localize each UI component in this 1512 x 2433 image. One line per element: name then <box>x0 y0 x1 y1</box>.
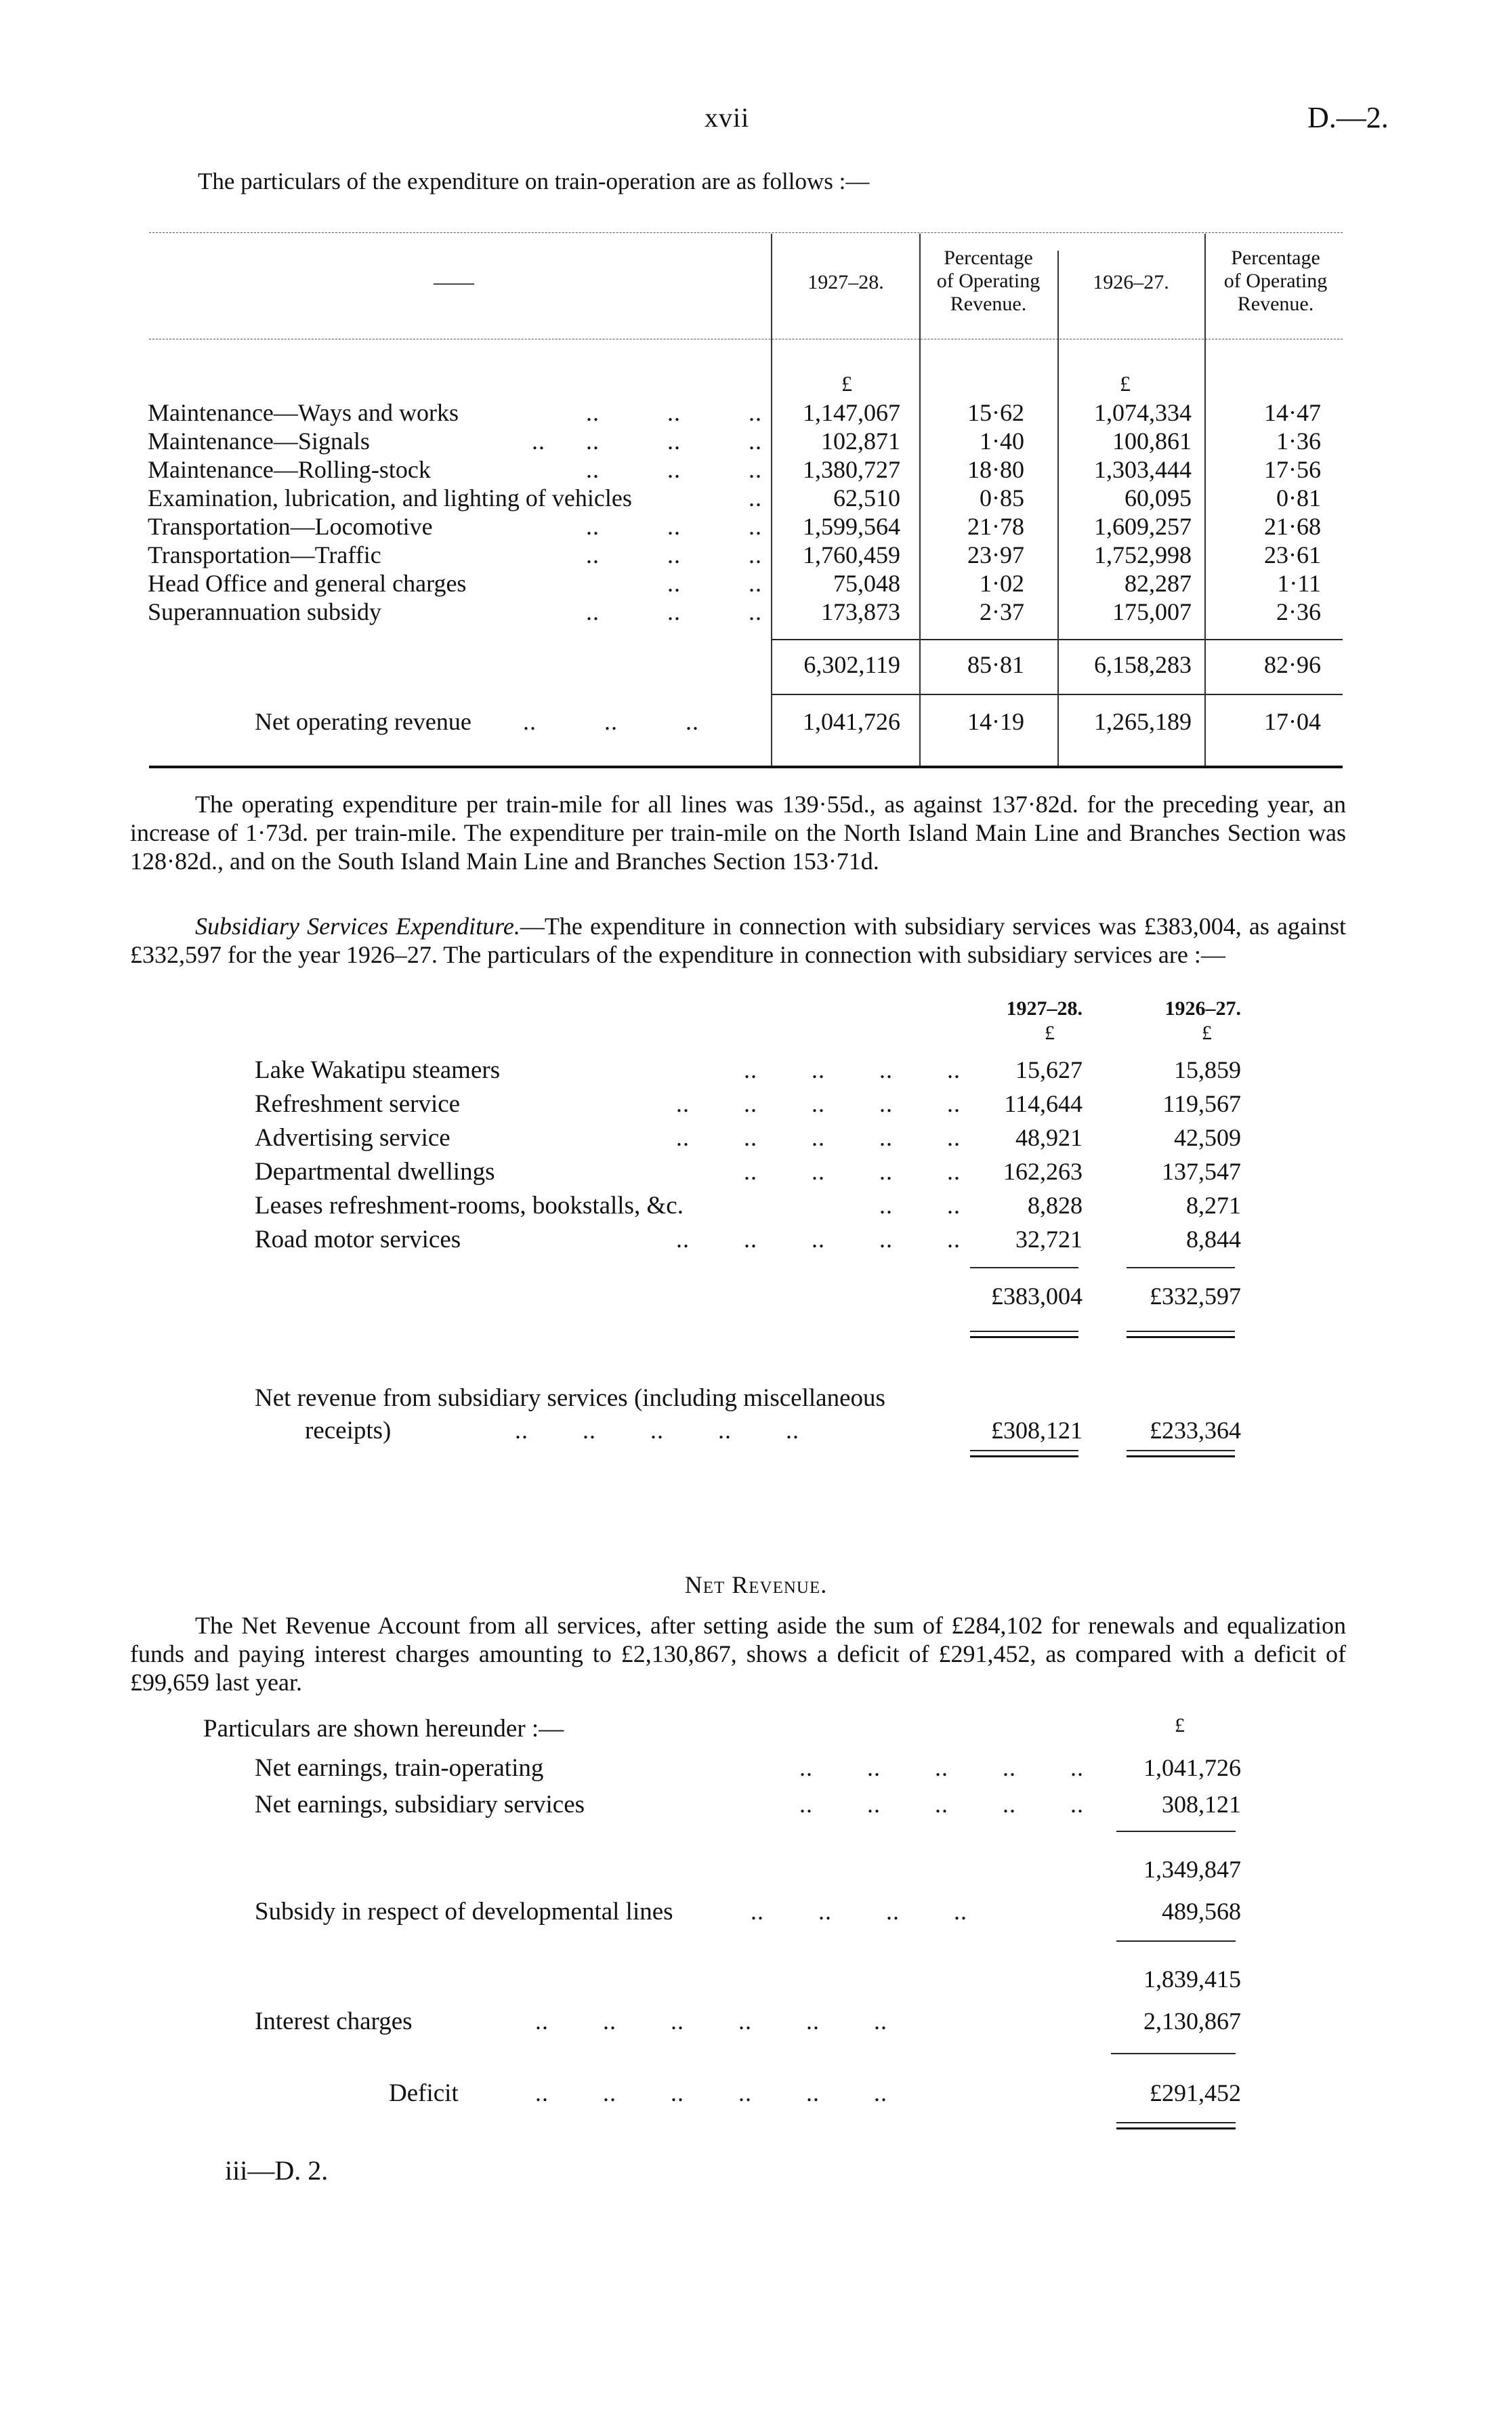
subsidiary-item-label: Refreshment service <box>255 1090 461 1118</box>
leader-dots: .. .. .. .. <box>532 428 762 455</box>
header-year-1927-28: 1927–28. <box>807 271 884 293</box>
leader-dots: .. .. .. .. <box>751 1898 967 1925</box>
subtotal-1: 1,349,847 <box>1143 1856 1241 1883</box>
pct-1927-28: 2·37 <box>980 598 1024 625</box>
net-revenue-item-value: 1,041,726 <box>1143 1754 1241 1781</box>
subsidiary-sum-rule <box>1127 1267 1235 1268</box>
net-pct-1926-27: 17·04 <box>1264 708 1321 735</box>
pct-1927-28: 15·62 <box>967 399 1024 426</box>
double-rule <box>970 1450 1078 1457</box>
subsidy-value: 489,568 <box>1162 1898 1241 1925</box>
amount-1926-27: 175,007 <box>1112 598 1192 625</box>
pct-1926-27: 1·36 <box>1276 428 1321 455</box>
amount-1926-27: 100,861 <box>1112 428 1192 455</box>
subsidiary-total-1927-28: £383,004 <box>991 1283 1083 1310</box>
net-amount-1927-28: 1,041,726 <box>803 708 900 735</box>
leader-dots: .. .. .. <box>586 513 762 540</box>
pct-1926-27: 0·81 <box>1276 484 1321 512</box>
subsidiary-item-label: Road motor services <box>255 1226 461 1253</box>
leader-dots: .. .. .. .. <box>744 1056 961 1083</box>
pct-1927-28: 18·80 <box>967 456 1024 483</box>
row-label: Maintenance—Signals <box>148 428 370 455</box>
leader-dots: .. .. .. <box>586 456 762 483</box>
currency-symbol: £ <box>1202 1022 1212 1044</box>
subsidiary-item-label: Departmental dwellings <box>255 1158 495 1186</box>
double-rule <box>1127 1450 1235 1457</box>
net-revenue-item-value: 308,121 <box>1162 1791 1241 1818</box>
subsidiary-value-1926-27: 119,567 <box>1162 1090 1241 1117</box>
printer-signature: iii—D. 2. <box>225 2155 329 2186</box>
subsidiary-value-1927-28: 32,721 <box>1015 1226 1083 1253</box>
header-blank: —— <box>434 271 474 293</box>
subsidiary-value-1927-28: 48,921 <box>1015 1124 1083 1151</box>
train-operation-intro: The particulars of the expenditure on train-operation are as follows :— <box>198 168 870 194</box>
subsidiary-item-label: Advertising service <box>255 1124 450 1152</box>
subtotal-2: 1,839,415 <box>1143 1966 1241 1993</box>
subsidy-label: Subsidy in respect of developmental lines <box>255 1898 673 1926</box>
total-amount-1927-28: 6,302,119 <box>803 651 900 678</box>
row-label: Maintenance—Ways and works <box>148 399 459 426</box>
leader-dots: .. .. .. .. <box>744 1158 961 1185</box>
amount-1927-28: 173,873 <box>821 598 900 625</box>
amount-1926-27: 1,752,998 <box>1094 541 1192 568</box>
sum-rule <box>1116 1831 1236 1832</box>
row-label: Transportation—Traffic <box>148 541 381 568</box>
leader-dots: .. .. .. <box>586 598 762 625</box>
amount-1926-27: 1,303,444 <box>1094 456 1192 483</box>
row-label: Examination, lubrication, and lighting of vehicles <box>148 484 632 512</box>
document-code: D.—2. <box>1307 101 1389 134</box>
amount-1926-27: 1,609,257 <box>1094 513 1192 540</box>
amount-1927-28: 1,760,459 <box>803 541 900 568</box>
pct-1926-27: 2·36 <box>1276 598 1321 625</box>
pct-1927-28: 1·40 <box>980 428 1024 455</box>
double-rule <box>1116 2122 1236 2129</box>
leader-dots: .. .. .. .. .. <box>515 1417 799 1444</box>
leader-dots: .. .. .. .. .. .. <box>535 2008 887 2035</box>
subsidiary-sum-rule <box>970 1267 1078 1268</box>
page-number: xvii <box>705 102 750 133</box>
col-divider <box>1057 251 1059 766</box>
interest-label: Interest charges <box>255 2008 413 2035</box>
currency-symbol: £ <box>1120 371 1131 396</box>
leader-dots: .. <box>749 484 762 512</box>
interest-value: 2,130,867 <box>1143 2008 1241 2035</box>
net-subsidiary-1927-28: £308,121 <box>991 1417 1083 1444</box>
amount-1927-28: 75,048 <box>833 570 900 597</box>
table-top-rule <box>149 232 1343 233</box>
pct-1926-27: 21·68 <box>1264 513 1321 540</box>
subsidiary-heading: Subsidiary Services Expenditure. <box>195 913 520 940</box>
row-label: Maintenance—Rolling-stock <box>148 456 431 483</box>
leader-dots: .. .. <box>667 570 762 597</box>
deficit-value: £291,452 <box>1150 2079 1241 2106</box>
row-label: Superannuation subsidy <box>148 598 381 625</box>
pct-1927-28: 1·02 <box>980 570 1024 597</box>
subsidiary-value-1926-27: 137,547 <box>1162 1158 1241 1185</box>
amount-1927-28: 1,599,564 <box>803 513 900 540</box>
total-pct-1927-28: 85·81 <box>967 651 1024 678</box>
subsidiary-total-1926-27: £332,597 <box>1150 1283 1241 1310</box>
currency-symbol: £ <box>1045 1022 1055 1044</box>
amount-1926-27: 1,074,334 <box>1094 399 1192 426</box>
net-operating-revenue-label: Net operating revenue <box>255 708 471 735</box>
leader-dots: .. .. .. <box>523 708 699 735</box>
header-year-1926-27: 1926–27. <box>1093 271 1169 293</box>
subsidiary-col-1927-28: 1927–28. <box>1006 997 1083 1020</box>
sum-rule <box>1116 1940 1236 1942</box>
double-rule <box>1127 1331 1235 1338</box>
total-amount-1926-27: 6,158,283 <box>1094 651 1192 678</box>
subsidiary-paragraph: Subsidiary Services Expenditure.—The expenditure in connection with subsidiary services was £383,004, as against £332,597 for the year 1926–27. The particulars of the expenditure in connection with subsidiary services are :— <box>130 913 1346 968</box>
subsidiary-value-1927-28: 15,627 <box>1015 1056 1083 1083</box>
pct-1926-27: 1·11 <box>1277 570 1321 597</box>
pct-1927-28: 21·78 <box>967 513 1024 540</box>
subsidiary-item-label: Leases refreshment-rooms, bookstalls, &c. <box>255 1192 684 1220</box>
net-subsidiary-label-line2: receipts) <box>305 1417 392 1444</box>
table-bottom-rule <box>149 766 1343 768</box>
subsidiary-value-1927-28: 114,644 <box>1004 1090 1083 1117</box>
train-mile-paragraph: The operating expenditure per train-mile for all lines was 139·55d., as against 137·82d. for the preceding year, an increase of 1·73d. per train-mile. The expenditure per train-mile on the North Island Main Line and Branches Section was 128·82d., and on the South Island Main Line and Branches Section 153·71d. <box>130 791 1346 875</box>
subsidiary-value-1927-28: 8,828 <box>1028 1192 1083 1219</box>
leader-dots: .. .. .. .. .. <box>799 1791 1084 1818</box>
net-revenue-item-label: Net earnings, subsidiary services <box>255 1791 585 1818</box>
pct-1927-28: 0·85 <box>980 484 1024 512</box>
pct-1926-27: 23·61 <box>1264 541 1321 568</box>
net-revenue-item-label: Net earnings, train-operating <box>255 1754 544 1782</box>
sum-rule <box>1111 2053 1236 2054</box>
total-pct-1926-27: 82·96 <box>1264 651 1321 678</box>
subsidiary-value-1926-27: 8,271 <box>1186 1192 1241 1219</box>
leader-dots: .. .. .. <box>586 399 762 426</box>
subsidiary-value-1927-28: 162,263 <box>1003 1158 1083 1185</box>
subsidiary-value-1926-27: 8,844 <box>1186 1226 1241 1253</box>
row-label: Transportation—Locomotive <box>148 513 433 540</box>
currency-symbol: £ <box>1175 1714 1185 1737</box>
header-pct-1926-27: Percentage of Operating Revenue. <box>1223 247 1328 315</box>
amount-1927-28: 1,380,727 <box>803 456 900 483</box>
pct-1927-28: 23·97 <box>967 541 1024 568</box>
pct-1926-27: 14·47 <box>1264 399 1321 426</box>
col-divider <box>771 234 772 766</box>
leader-dots: .. .. .. <box>586 541 762 568</box>
leader-dots: .. .. .. .. .. <box>799 1754 1084 1781</box>
amount-1927-28: 62,510 <box>833 484 900 512</box>
double-rule <box>970 1331 1078 1338</box>
net-subsidiary-label-line1: Net revenue from subsidiary services (including miscellaneous <box>255 1384 885 1412</box>
net-pct-1927-28: 14·19 <box>967 708 1024 735</box>
leader-dots: .. .. .. .. .. <box>676 1226 961 1253</box>
amount-1926-27: 82,287 <box>1125 570 1192 597</box>
net-revenue-paragraph: The Net Revenue Account from all services, after setting aside the sum of £284,102 for renewals and equalization funds and paying interest charges amounting to £2,130,867, shows a deficit of £291,452, as compared with a deficit of £99,659 last year. <box>130 1612 1346 1696</box>
pct-1926-27: 17·56 <box>1264 456 1321 483</box>
particulars-intro: Particulars are shown hereunder :— <box>203 1715 564 1743</box>
amount-1927-28: 1,147,067 <box>803 399 900 426</box>
amount-1926-27: 60,095 <box>1125 484 1192 512</box>
leader-dots: .. .. .. .. .. .. <box>535 2079 887 2106</box>
subsidiary-col-1926-27: 1926–27. <box>1164 997 1241 1020</box>
leader-dots: .. .. .. .. .. <box>676 1090 961 1117</box>
row-label: Head Office and general charges <box>148 570 467 597</box>
net-subsidiary-1926-27: £233,364 <box>1150 1417 1241 1444</box>
header-pct-1927-28: Percentage of Operating Revenue. <box>936 247 1041 315</box>
net-revenue-heading: Net Revenue. <box>684 1571 828 1598</box>
amount-1927-28: 102,871 <box>821 428 900 455</box>
subsidiary-item-label: Lake Wakatipu steamers <box>255 1056 501 1084</box>
deficit-label: Deficit <box>389 2079 459 2107</box>
leader-dots: .. .. <box>879 1192 961 1219</box>
currency-symbol: £ <box>841 371 852 396</box>
net-amount-1926-27: 1,265,189 <box>1094 708 1192 735</box>
subsidiary-value-1926-27: 15,859 <box>1174 1056 1241 1083</box>
subsidiary-value-1926-27: 42,509 <box>1174 1124 1241 1151</box>
leader-dots: .. .. .. .. .. <box>676 1124 961 1151</box>
